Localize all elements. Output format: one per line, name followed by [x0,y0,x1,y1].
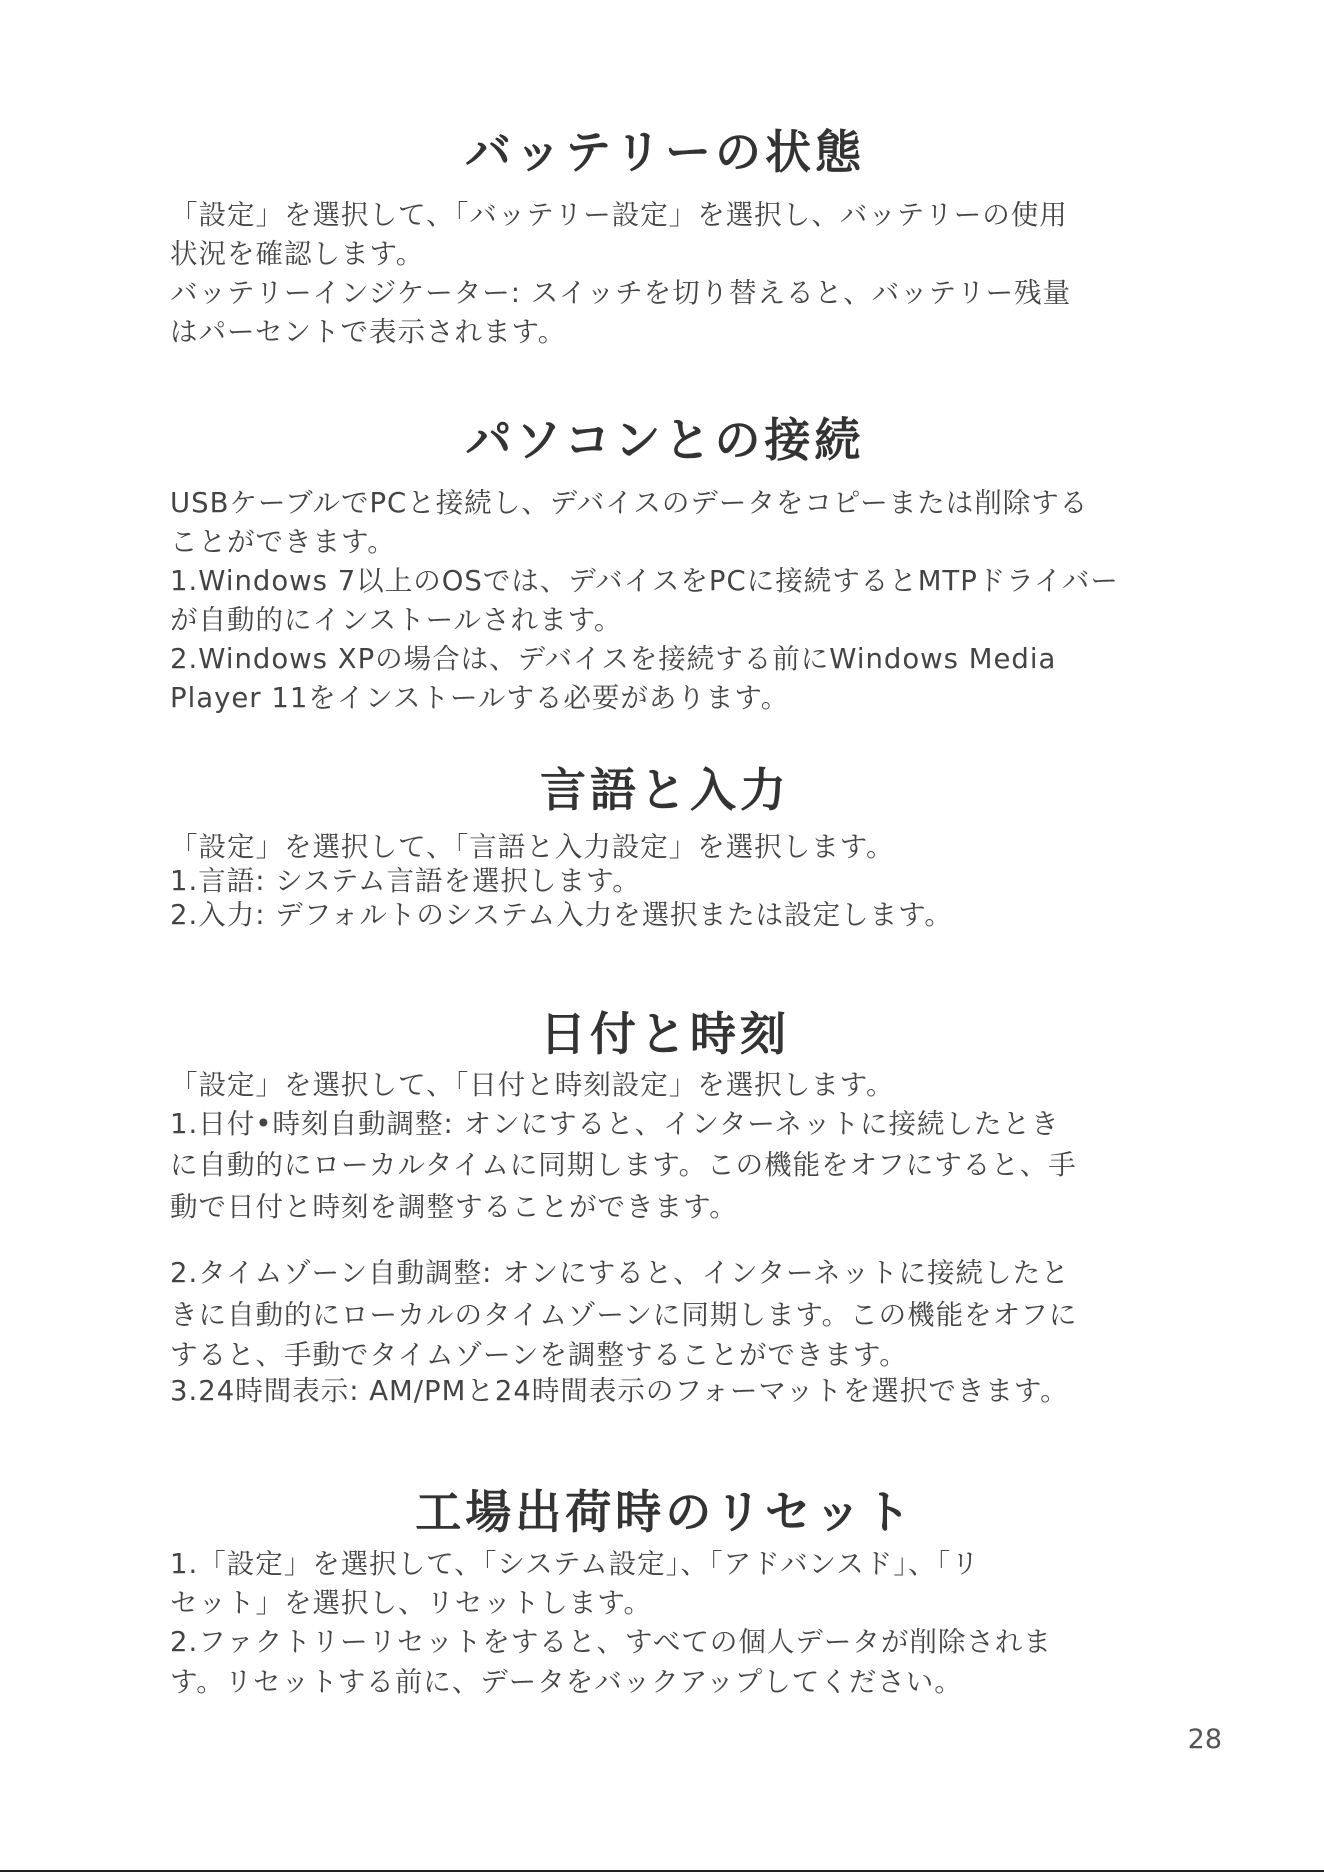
page-number: 28 [1187,1724,1222,1755]
body-line: 「設定」を選択して、「言語と入力設定」を選択します。 [170,831,895,863]
body-line: セット」を選択し、リセットします。 [170,1587,653,1619]
body-line: 状況を確認します。 [170,238,425,270]
section-date-time [170,1002,1160,1408]
body-line: が自動的にインストールされます。 [170,604,623,636]
body-line: 1.日付•時刻自動調整: オンにすると、インターネットに接続したとき [170,1108,1060,1140]
section-pc-connection [170,408,1160,718]
body-line: ことができます。 [170,526,396,558]
body-line: すると、手動でタイムゾーンを調整することができます。 [170,1339,908,1371]
section-factory-reset [170,1480,1160,1702]
body-line: す。リセットする前に、データをバックアップしてください。 [170,1666,963,1698]
body-line: バッテリーインジケーター: スイッチを切り替えると、バッテリー残量 [170,277,1072,309]
section-heading: パソコンとの接続 [465,413,865,467]
body-line: 動で日付と時刻を調整することができます。 [170,1191,738,1223]
body-line: きに自動的にローカルのタイムゾーンに同期します。この機能をオフに [170,1299,1078,1331]
body-line: 「設定」を選択して、「日付と時刻設定」を選択します。 [170,1069,895,1101]
section-battery-status [170,120,1160,352]
body-line: 2.タイムゾーン自動調整: オンにすると、インターネットに接続したと [170,1257,1070,1289]
body-line: 2.ファクトリーリセットをすると、すべての個人データが削除されま [170,1626,1052,1658]
body-line: 1.「設定」を選択して、「システム設定」、「アドバンスド」、「リ [170,1548,980,1580]
section-heading: 日付と時刻 [540,1007,790,1061]
body-line: 2.入力: デフォルトのシステム入力を選択または設定します。 [170,899,953,931]
section-heading: 工場出荷時のリセット [415,1485,915,1539]
body-line: 3.24時間表示: AM/PMと24時間表示のフォーマットを選択できます。 [170,1375,1069,1407]
body-line: はパーセントで表示されます。 [170,316,567,348]
body-line: に自動的にローカルタイムに同期します。この機能をオフにすると、手 [170,1149,1077,1181]
body-line: 1.Windows 7以上のOSでは、デバイスをPCに接続するとMTPドライバー [170,565,1119,597]
body-line: 1.言語: システム言語を選択します。 [170,865,641,897]
section-heading: バッテリーの状態 [465,125,865,179]
section-language-input [170,758,1160,932]
section-heading: 言語と入力 [540,763,790,817]
body-line: 2.Windows XPの場合は、デバイスを接続する前にWindows Media [170,643,1057,675]
body-line: 「設定」を選択して、「バッテリー設定」を選択し、バッテリーの使用 [170,199,1068,231]
body-line: Player 11をインストールする必要があります。 [170,682,790,714]
body-line: USBケーブルでPCと接続し、デバイスのデータをコピーまたは削除する [170,487,1089,519]
